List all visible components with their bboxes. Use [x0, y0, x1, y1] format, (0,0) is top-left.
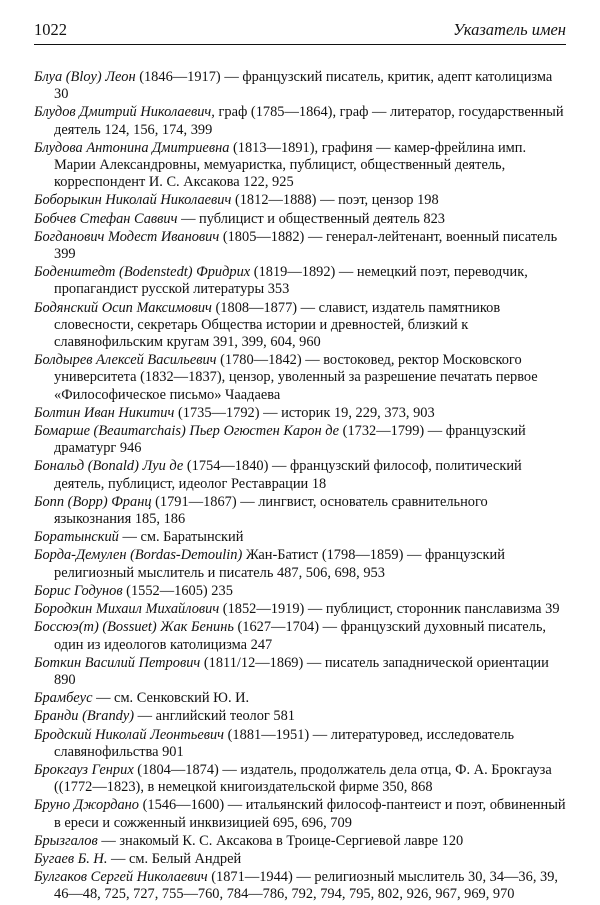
entry-name: Болдырев Алексей Васильевич — [34, 352, 217, 369]
entry-text: (1754—1840) — французский философ, политический деятель, публицист, идеолог Реставрации 18 — [54, 458, 522, 492]
index-entry — [34, 352, 566, 404]
index-entry — [34, 547, 566, 581]
name-index-list — [34, 69, 566, 904]
entry-text: (1791—1867) — лингвист, основатель сравнительного языкознания 185, 186 — [54, 493, 488, 528]
index-entry — [34, 405, 566, 422]
index-entry — [34, 192, 566, 209]
index-entry — [34, 423, 566, 457]
entry-text: (1871—1944) — религиозный мыслитель 30, 34—36, 39, 46—48, 725, 727, 755—760, 784—786, 792, 794, 795, 802, 926, 967, 969, 970 — [54, 869, 558, 903]
entry-name: Брызгалов — [34, 832, 98, 849]
running-title: Указатель имен — [453, 20, 566, 39]
entry-name: Брамбеус — [34, 690, 93, 707]
index-entry — [34, 140, 566, 192]
entry-text: — см. Баратынский — [118, 529, 244, 546]
entry-text: (1852—1919) — публицист, сторонник панславизма 39 — [219, 601, 560, 618]
entry-name: Брокгауз Генрих — [34, 761, 134, 778]
entry-text: (1805—1882) — генерал-лейтенант, военный писатель 399 — [54, 228, 558, 263]
index-entry — [34, 655, 566, 689]
index-entry — [34, 211, 566, 228]
page-number: 1022 — [34, 20, 67, 39]
entry-text: (1813—1891), графиня — камер-фрейлина имп. Марии Александровны, мемуаристка, публицист, общественный деятель, корреспондент И. С. Аксакова 122, 925 — [54, 139, 527, 191]
index-entry — [34, 69, 566, 103]
entry-name: Бональд (Bonald) Луи де — [34, 458, 184, 475]
entry-text: (1780—1842) — востоковед, ректор Московского университета (1832—1837), цензор, уволенный за разрешение печатать первое «Философическое письмо» Чаадаева — [54, 352, 538, 403]
entry-text: Жан-Батист (1798—1859) — французский религиозный мыслитель и писатель 487, 506, 698, 953 — [54, 547, 505, 581]
entry-name: Борда-Демулен (Bordas-Demoulin) — [34, 547, 243, 564]
entry-name: Боткин Василий Петрович — [34, 654, 201, 671]
entry-name: Бомарше (Beaumarchais) Пьер Огюстен Карон де — [34, 423, 340, 440]
index-entry — [34, 104, 566, 138]
entry-name: Бугаев Б. Н. — [34, 850, 108, 867]
entry-text: (1811/12—1869) — писатель западнической ориентации 890 — [54, 654, 549, 688]
entry-name: Булгаков Сергей Николаевич — [34, 869, 208, 886]
entry-name: Бопп (Bopp) Франц — [34, 493, 152, 510]
entry-text: (1812—1888) — поэт, цензор 198 — [231, 192, 439, 209]
index-entry — [34, 851, 566, 868]
page-header — [34, 20, 566, 45]
entry-name: Бруно Джордано — [34, 797, 140, 814]
entry-name: Блудов Дмитрий Николаевич, — [34, 104, 215, 121]
entry-text: (1546—1600) — итальянский философ-пантеист и поэт, обвиненный в ереси и сожженный инквизицией 695, 696, 709 — [54, 797, 566, 831]
entry-text: — см. Сенковский Ю. И. — [92, 690, 250, 707]
index-entry — [34, 529, 566, 546]
entry-text: (1735—1792) — историк 19, 229, 373, 903 — [174, 404, 435, 421]
entry-name: Боборыкин Николай Николаевич — [34, 192, 232, 209]
index-entry — [34, 601, 566, 618]
entry-name: Борис Годунов — [34, 582, 123, 599]
index-entry — [34, 300, 566, 352]
index-entry — [34, 869, 566, 903]
index-entry — [34, 264, 566, 298]
entry-name: Боденштедт (Bodenstedt) Фридрих — [34, 264, 251, 281]
entry-text: (1819—1892) — немецкий поэт, переводчик, пропагандист русской литературы 353 — [54, 264, 528, 298]
entry-name: Боратынский — [34, 529, 119, 546]
index-entry — [34, 797, 566, 831]
index-entry — [34, 708, 566, 725]
entry-text: — см. Белый Андрей — [107, 850, 242, 867]
entry-name: Бранди (Brandy) — [34, 708, 135, 725]
entry-text: (1627—1704) — французский духовный писатель, один из идеологов католицизма 247 — [54, 619, 547, 653]
entry-text: (1732—1799) — французский драматург 946 — [54, 423, 526, 457]
index-entry — [34, 458, 566, 492]
entry-text: — английский теолог 581 — [134, 708, 295, 725]
entry-name: Богданович Модест Иванович — [34, 228, 220, 245]
index-page — [34, 20, 566, 905]
entry-name: Блудова Антонина Дмитриевна — [34, 139, 230, 156]
index-entry — [34, 229, 566, 263]
entry-text: (1846—1917) — французский писатель, критик, адепт католицизма 30 — [54, 69, 553, 103]
index-entry — [34, 494, 566, 528]
index-entry — [34, 833, 566, 850]
entry-text: (1881—1951) — литературовед, исследователь славянофильства 901 — [54, 726, 515, 760]
entry-text: граф (1785—1864), граф — литератор, государственный деятель 124, 156, 174, 399 — [54, 104, 564, 138]
entry-name: Болтин Иван Никитич — [34, 404, 175, 421]
index-entry — [34, 583, 566, 600]
index-entry — [34, 690, 566, 707]
entry-text: — знакомый К. С. Аксакова в Троице-Сергиевой лавре 120 — [97, 832, 464, 849]
entry-text: — публицист и общественный деятель 823 — [177, 210, 446, 227]
entry-name: Бодянский Осип Максимович — [34, 299, 212, 316]
index-entry — [34, 619, 566, 653]
entry-text: (1804—1874) — издатель, продолжатель дела отца, Ф. А. Брокгауза ((1772—1823), в немецкой книгоиздательской фирме 350, 868 — [54, 761, 552, 796]
index-entry — [34, 727, 566, 761]
entry-name: Бородкин Михаил Михайлович — [34, 601, 220, 618]
index-entry — [34, 762, 566, 796]
entry-name: Бродский Николай Леонтьевич — [34, 726, 225, 743]
entry-name: Боссюэ(т) (Bossuet) Жак Бенинь — [34, 619, 234, 636]
entry-text: (1552—1605) 235 — [122, 582, 233, 599]
entry-text: (1808—1877) — славист, издатель памятников словесности, секретарь Общества истории и древностей, близкий к славянофильским кругам 391, 399, 604, 960 — [54, 299, 501, 351]
entry-name: Блуа (Bloy) Леон — [34, 69, 136, 85]
entry-name: Бобчев Стефан Саввич — [34, 210, 178, 227]
